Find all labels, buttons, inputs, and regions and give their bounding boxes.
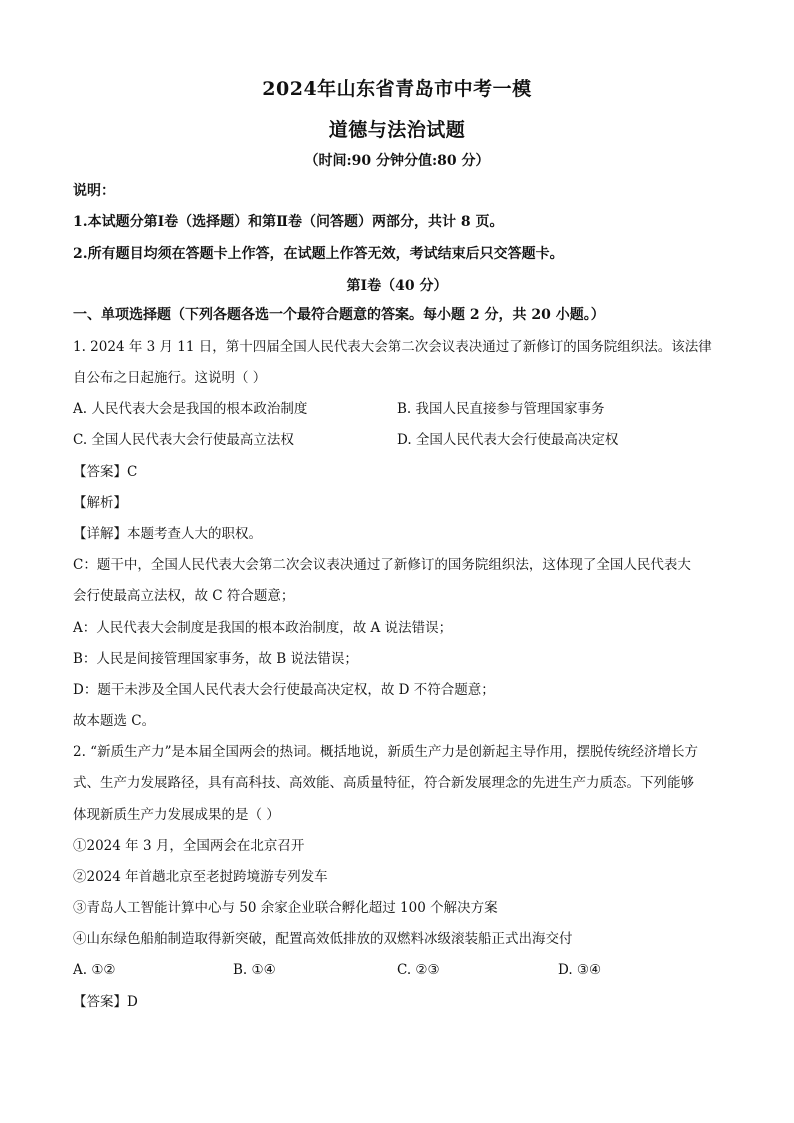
- q2-stem-line-2: 式、生产力发展路径，具有高科技、高效能、高质量特征，符合新发展理念的先进生产力质态。下列能够: [73, 775, 694, 791]
- detail-tag: 【详解】: [73, 526, 127, 542]
- q2-option-a: A. ①②: [73, 962, 116, 978]
- q2-option-c: C. ②③: [397, 962, 440, 978]
- exam-title: 2024年山东省青岛市中考一模: [262, 78, 532, 100]
- q1-detail: [73, 524, 262, 544]
- q1-explanation-3: B：人民是间接管理国家事务，故 B 说法错误；: [73, 651, 358, 667]
- q1-stem-line-1: 1. 2024 年 3 月 11 日，第十四届全国人民代表大会第二次会议表决通过了新修订的国务院组织法。该法律: [73, 339, 712, 355]
- q2-stem-line-3: 体现新质生产力发展成果的是（ ）: [73, 807, 280, 823]
- answer-tag: 【答案】: [73, 994, 127, 1010]
- instruction-item-1: 1.本试题分第Ⅰ卷（选择题）和第Ⅱ卷（问答题）两部分，共计 8 页。: [73, 214, 504, 230]
- q1-option-d: D. 全国人民代表大会行使最高决定权: [397, 432, 619, 448]
- q2-item-1: ①2024 年 3 月，全国两会在北京召开: [73, 838, 305, 854]
- q1-conclusion: 故本题选 C。: [73, 713, 156, 729]
- q1-stem-line-2: 自公布之日起施行。这说明（ ）: [73, 370, 267, 386]
- q1-option-c: C. 全国人民代表大会行使最高立法权: [73, 432, 294, 448]
- answer-value: D: [127, 994, 138, 1010]
- detail-text: 本题考查人大的职权。: [127, 526, 262, 542]
- q2-option-b: B. ①④: [233, 962, 276, 978]
- q1-answer: [73, 462, 137, 482]
- q2-option-d: D. ③④: [558, 962, 602, 978]
- q2-item-2: ②2024 年首趟北京至老挝跨境游专列发车: [73, 869, 328, 885]
- q2-item-4: ④山东绿色船舶制造取得新突破，配置高效低排放的双燃料冰级滚装船正式出海交付: [73, 931, 573, 947]
- answer-value: C: [127, 464, 138, 480]
- answer-tag: 【答案】: [73, 464, 127, 480]
- q1-analysis-tag: 【解析】: [73, 495, 127, 511]
- q2-answer: [73, 992, 138, 1012]
- q1-option-a: A. 人民代表大会是我国的根本政治制度: [73, 401, 308, 417]
- q1-explanation-1-line-1: C：题干中，全国人民代表大会第二次会议表决通过了新修订的国务院组织法，这体现了全国人民代表大: [73, 557, 691, 573]
- q1-explanation-2: A：人民代表大会制度是我国的根本政治制度，故 A 说法错误；: [73, 620, 453, 636]
- instructions-label: 说明：: [73, 183, 115, 199]
- q1-explanation-1-line-2: 会行使最高立法权，故 C 符合题意；: [73, 588, 295, 604]
- exam-subtitle: 道德与法治试题: [328, 119, 466, 141]
- section-title: 一、单项选择题（下列各题各选一个最符合题意的答案。每小题 2 分，共 20 小题。）: [73, 307, 605, 323]
- instruction-item-2: 2.所有题目均须在答题卡上作答，在试题上作答无效，考试结束后只交答题卡。: [73, 246, 564, 262]
- q1-option-b: B. 我国人民直接参与管理国家事务: [397, 401, 605, 417]
- part1-heading: 第Ⅰ卷（40 分）: [346, 278, 448, 294]
- time-info: （时间:90 分钟分值:80 分）: [304, 153, 490, 169]
- q1-explanation-4: D：题干未涉及全国人民代表大会行使最高决定权，故 D 不符合题意；: [73, 682, 495, 698]
- q2-stem-line-1: 2. “新质生产力”是本届全国两会的热词。概括地说，新质生产力是创新起主导作用，摆脱传统经济增长方: [73, 744, 698, 760]
- q2-item-3: ③青岛人工智能计算中心与 50 余家企业联合孵化超过 100 个解决方案: [73, 900, 498, 916]
